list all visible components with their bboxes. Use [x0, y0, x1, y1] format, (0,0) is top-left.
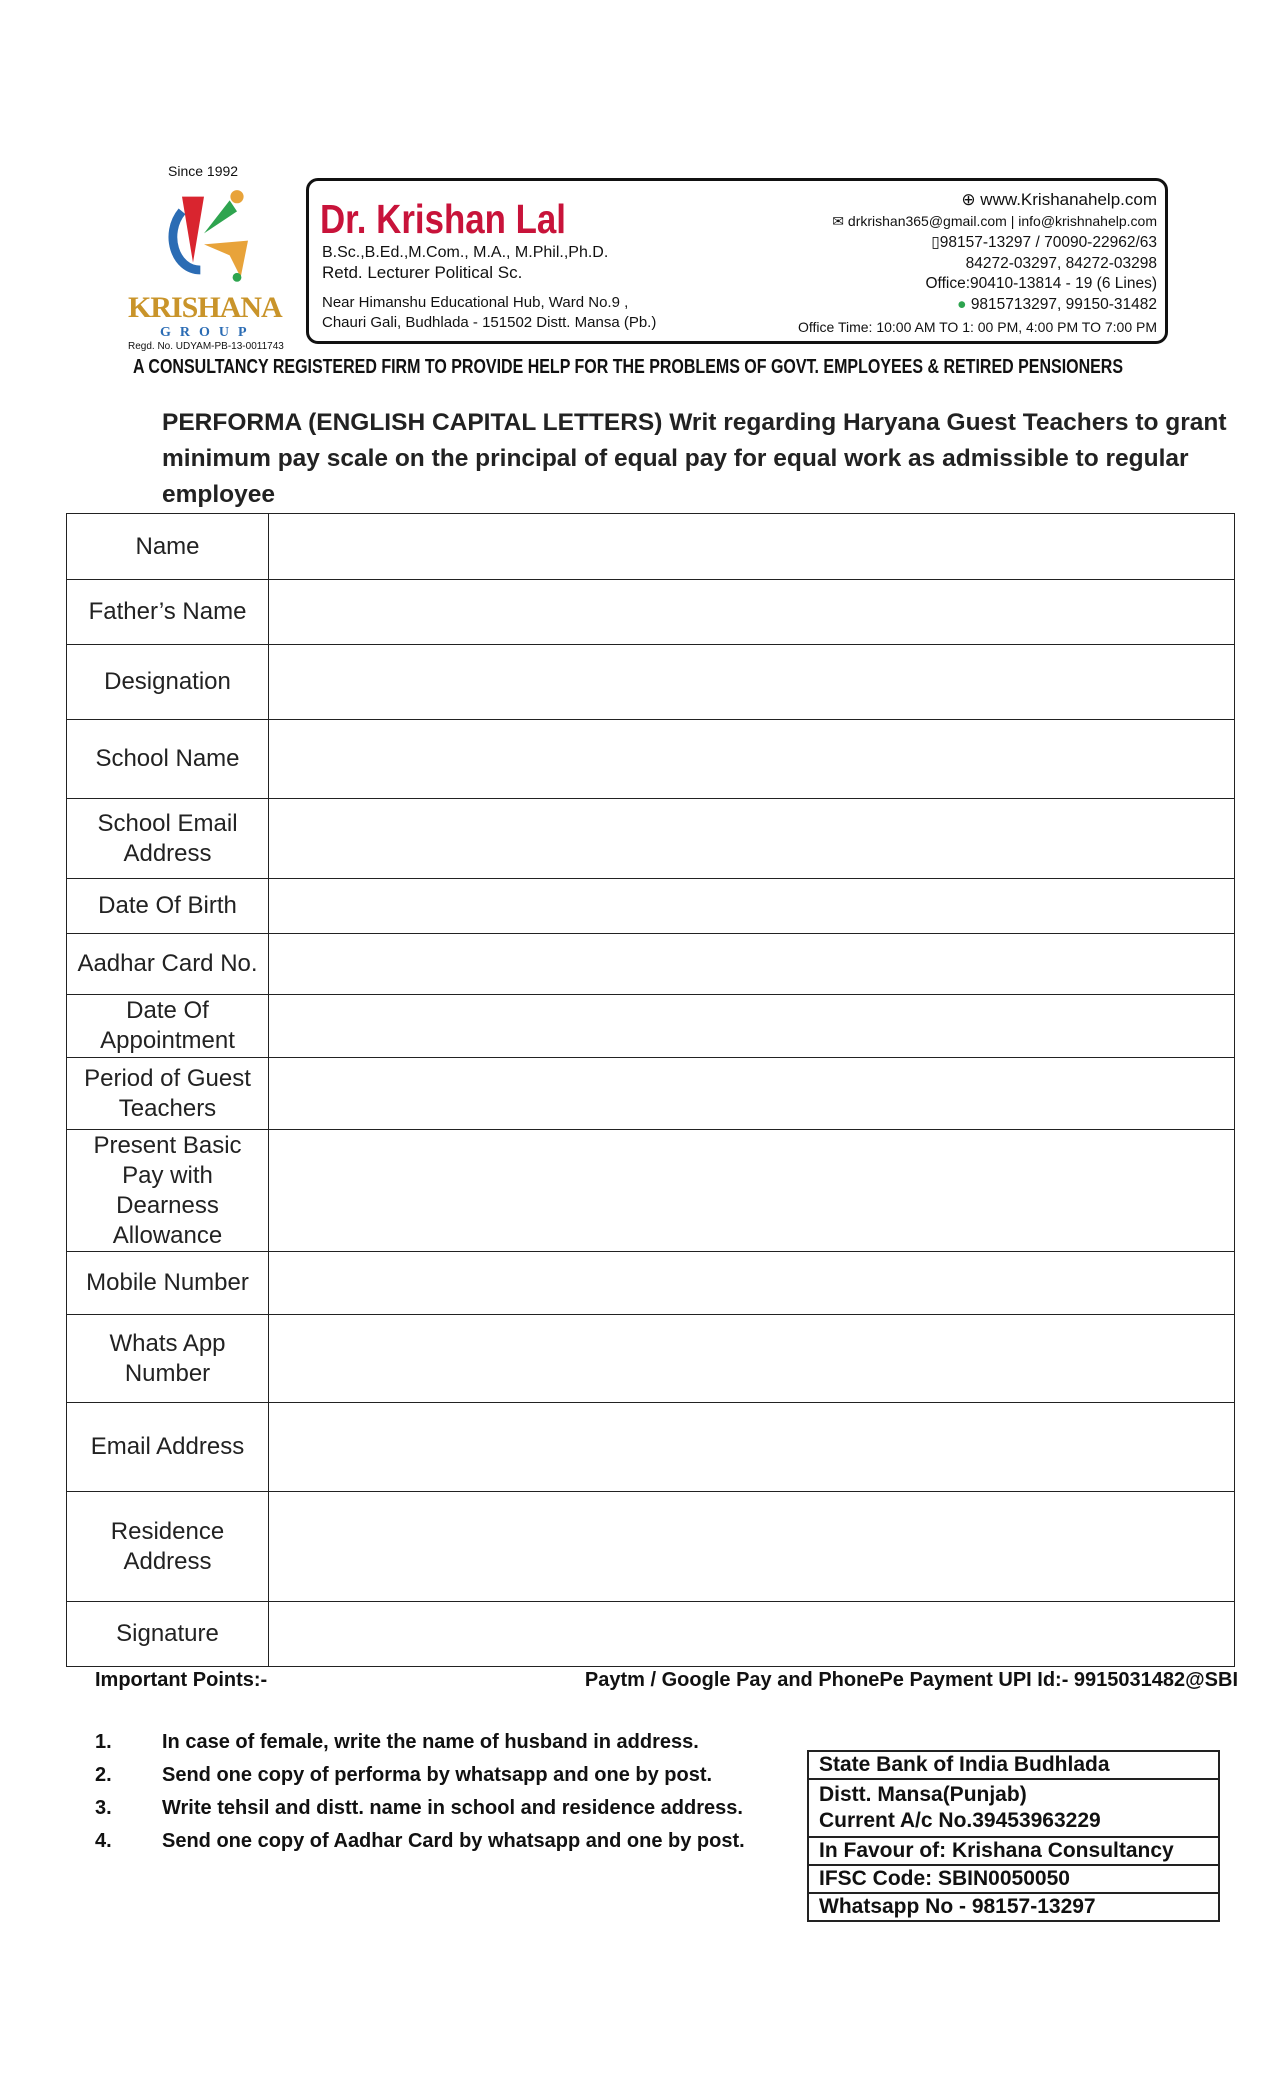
- field-label: Date Of Appointment: [67, 995, 269, 1058]
- bank-details: [807, 1750, 1220, 1922]
- point-text: Send one copy of performa by whatsapp and one by post.: [162, 1764, 713, 1786]
- bank-ifsc: IFSC Code: SBIN0050050: [808, 1865, 1219, 1893]
- form-row: [67, 995, 1235, 1058]
- form-row: [67, 1315, 1235, 1403]
- field-input[interactable]: [269, 995, 1235, 1058]
- mail-icon: ✉: [832, 213, 848, 229]
- tagline: A CONSULTANCY REGISTERED FIRM TO PROVIDE HELP FOR THE PROBLEMS OF GOVT. EMPLOYEES & RETIRED PENSIONERS: [133, 356, 1124, 378]
- form-row: [67, 580, 1235, 645]
- field-label: Whats App Number: [67, 1315, 269, 1403]
- point-text: Write tehsil and distt. name in school and residence address.: [162, 1797, 743, 1819]
- form-row: [67, 720, 1235, 799]
- designation: Retd. Lecturer Political Sc.: [322, 263, 523, 282]
- field-input[interactable]: [269, 720, 1235, 799]
- point-text: Send one copy of Aadhar Card by whatsapp and one by post.: [162, 1830, 745, 1852]
- phone-icon: ▯: [931, 234, 940, 251]
- form-row: [67, 1492, 1235, 1602]
- krishana-logo-icon: [140, 182, 290, 292]
- bank-name: State Bank of India Budhlada: [808, 1751, 1219, 1779]
- bank-district: Distt. Mansa(Punjab): [819, 1783, 1027, 1806]
- office-time: Office Time: 10:00 AM TO 1: 00 PM, 4:00 PM TO 7:00 PM: [798, 319, 1157, 335]
- field-label: Aadhar Card No.: [67, 934, 269, 995]
- field-input[interactable]: [269, 1315, 1235, 1403]
- form-row: [67, 934, 1235, 995]
- field-input[interactable]: [269, 514, 1235, 580]
- point-number: 2.: [95, 1764, 112, 1786]
- field-label: School Name: [67, 720, 269, 799]
- form-row: [67, 514, 1235, 580]
- field-input[interactable]: [269, 1403, 1235, 1492]
- field-input[interactable]: [269, 879, 1235, 934]
- field-label: Period of Guest Teachers: [67, 1058, 269, 1130]
- field-label: Father’s Name: [67, 580, 269, 645]
- point-text: In case of female, write the name of husband in address.: [162, 1731, 699, 1753]
- field-input[interactable]: [269, 1130, 1235, 1252]
- office-phones: Office:90410-13814 - 19 (6 Lines): [925, 275, 1157, 292]
- point-number: 3.: [95, 1797, 112, 1819]
- form-row: [67, 1130, 1235, 1252]
- form-row: [67, 645, 1235, 720]
- point-number: 1.: [95, 1731, 112, 1753]
- bank-favour: In Favour of: Krishana Consultancy: [808, 1837, 1219, 1865]
- field-input[interactable]: [269, 1058, 1235, 1130]
- logo-wordmark: KRISHANA: [128, 291, 282, 324]
- phones-2: 84272-03297, 84272-03298: [965, 255, 1157, 272]
- field-label: Name: [67, 514, 269, 580]
- field-input[interactable]: [269, 799, 1235, 879]
- upi-payment-info: Paytm / Google Pay and PhonePe Payment UPI Id:- 9915031482@SBI: [584, 1669, 1238, 1691]
- form-row: [67, 1058, 1235, 1130]
- field-label: Mobile Number: [67, 1252, 269, 1315]
- form-row: [67, 879, 1235, 934]
- globe-icon: ⊕: [961, 190, 981, 209]
- point-number: 4.: [95, 1830, 112, 1852]
- form-row: [67, 1403, 1235, 1492]
- website[interactable]: ⊕ www.Krishanahelp.com: [961, 190, 1157, 209]
- doctor-name: Dr. Krishan Lal: [320, 196, 566, 242]
- field-input[interactable]: [269, 1252, 1235, 1315]
- field-input[interactable]: [269, 580, 1235, 645]
- form-row: [67, 799, 1235, 879]
- phones: ▯98157-13297 / 70090-22962/63: [931, 234, 1157, 251]
- form-title: PERFORMA (ENGLISH CAPITAL LETTERS) Writ regarding Haryana Guest Teachers to grant minimum pay scale on the principal of equal pay for equal work as admissible to regular employee: [162, 409, 1227, 508]
- address-line-1: Near Himanshu Educational Hub, Ward No.9 ,: [322, 294, 629, 311]
- field-label: School Email Address: [67, 799, 269, 879]
- emails: ✉ drkrishan365@gmail.com | info@krishnahelp.com: [832, 213, 1157, 229]
- field-label: Signature: [67, 1602, 269, 1667]
- qualifications: B.Sc.,B.Ed.,M.Com., M.A., M.Phil.,Ph.D.: [322, 244, 609, 261]
- bank-account: [808, 1779, 1219, 1837]
- registration-number: Regd. No. UDYAM-PB-13-0011743: [128, 341, 284, 352]
- field-label: Email Address: [67, 1403, 269, 1492]
- proforma-form: [66, 513, 1235, 1667]
- whatsapp-icon: ●: [957, 296, 971, 313]
- field-input[interactable]: [269, 1602, 1235, 1667]
- field-label: Present Basic Pay with Dearness Allowance: [67, 1130, 269, 1252]
- field-label: Designation: [67, 645, 269, 720]
- field-label: Date Of Birth: [67, 879, 269, 934]
- logo-subtitle: GROUP: [160, 325, 256, 340]
- form-row: [67, 1252, 1235, 1315]
- address-line-2: Chauri Gali, Budhlada - 151502 Distt. Mansa (Pb.): [322, 314, 657, 331]
- whatsapp-numbers: ● 9815713297, 99150-31482: [957, 296, 1157, 313]
- bank-whatsapp: Whatsapp No - 98157-13297: [808, 1893, 1219, 1921]
- field-label: Residence Address: [67, 1492, 269, 1602]
- form-row: [67, 1602, 1235, 1667]
- account-number: Current A/c No.39453963229: [819, 1809, 1101, 1832]
- field-input[interactable]: [269, 934, 1235, 995]
- since-label: Since 1992: [168, 163, 239, 179]
- important-points-label: Important Points:-: [95, 1669, 268, 1691]
- field-input[interactable]: [269, 1492, 1235, 1602]
- field-input[interactable]: [269, 645, 1235, 720]
